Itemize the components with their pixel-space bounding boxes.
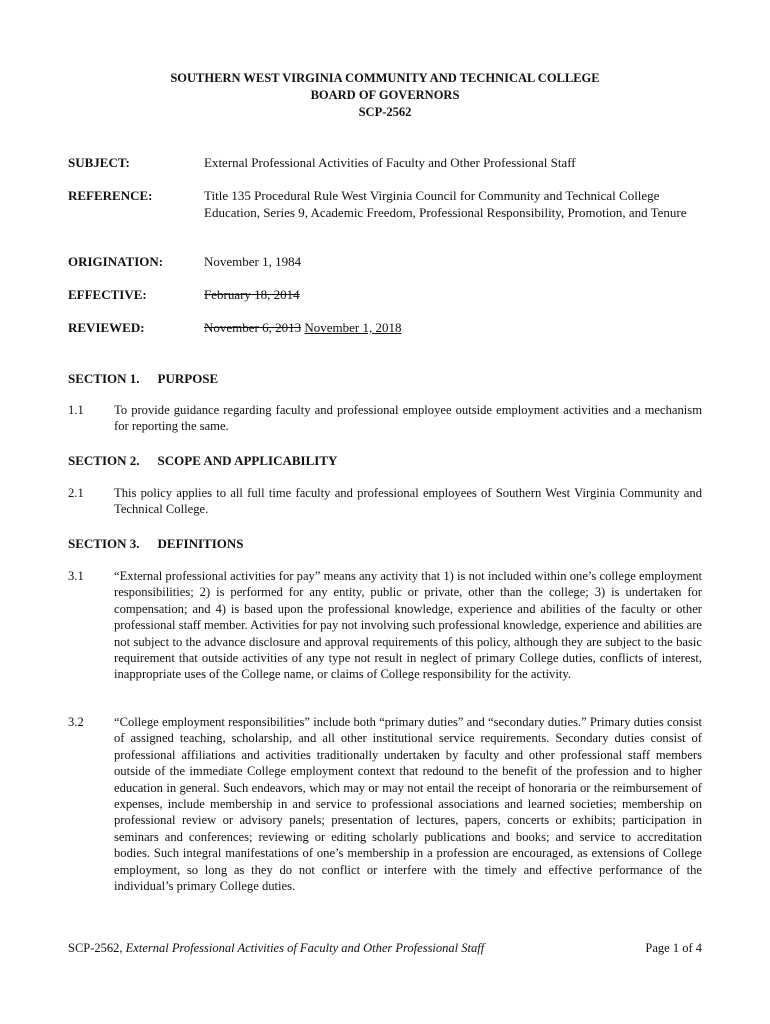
paragraph-text: “External professional activities for pay” means any activity that 1) is not included within one’s college employment responsibilities; 2) is performed for any entity, public or private, other than the college; 3) is undertaken for compensation; and 4) is based upon the professional knowledge, experience and abilities of the faculty or other professional staff member. Activities for pay not involving such professional knowledge, experience and abilities are not subject to the advance disclosure and approval requirements of this policy, although they are subject to the basic requirement that outside activities of any type not result in neglect of primary College duties, conflicts of interest, inappropriate uses of the College name, or claims of College responsibility for the activity. xyxy=(114,569,703,682)
reference-value: Title 135 Procedural Rule West Virginia Council for Community and Technical College Education, Series 9, Academic Freedom, Professional Responsibility, Promotion, and Tenure xyxy=(204,188,687,220)
reviewed-date-struck: November 6, 2013 xyxy=(204,320,302,335)
effective-label: EFFECTIVE: xyxy=(68,287,147,302)
section-number: SECTION 2. xyxy=(68,453,140,468)
subject-value: External Professional Activities of Faculty and Other Professional Staff xyxy=(204,155,576,170)
page-number: Page 1 of 4 xyxy=(645,941,702,955)
board-name: BOARD OF GOVERNORS xyxy=(310,88,460,102)
section-number: SECTION 3. xyxy=(68,536,140,551)
section-3-heading xyxy=(68,535,244,552)
origination-value: November 1, 1984 xyxy=(204,254,302,269)
paragraph-number: 3.2 xyxy=(68,715,84,729)
reviewed-value xyxy=(204,319,704,336)
section-1-heading xyxy=(68,370,218,387)
footer-title: External Professional Activities of Faculty and Other Professional Staff xyxy=(125,941,485,955)
paragraph-text: “College employment responsibilities” include both “primary duties” and “secondary duties.” Primary duties consist of assigned teaching, scholarship, and all other institutional service requirements. Secondary duties consist of professional affiliations and activities traditionally undertaken by faculty and other professional staff members outside of the immediate College employment context that redound to the benefit of the profession and to higher education in general. Such endeavors, which may or may not entail the receipt of honoraria or the reimbursement of expenses, include membership in and service to professional associations and learned societies; membership on professional review or advisory panels; presentation of lectures, papers, concerts or exhibits; participation in seminars and conferences; reviewing or editing scholarly publications and books; and service to accreditation bodies. Such integral manifestations of one’s membership in a profession are encouraged, as extensions of College employment, so long as they do not conflict or interfere with the timely and effective performance of the individual’s primary College duties. xyxy=(114,715,702,894)
policy-number: SCP-2562 xyxy=(358,105,412,119)
paragraph-text: This policy applies to all full time faculty and professional employees of Southern West Virginia Community and Technical College. xyxy=(114,486,702,517)
paragraph-number: 3.1 xyxy=(68,569,84,583)
paragraph-text: To provide guidance regarding faculty and professional employee outside employment activities and a mechanism for reporting the same. xyxy=(114,403,702,434)
subject-label: SUBJECT: xyxy=(68,155,130,170)
section-2-heading xyxy=(68,452,337,469)
origination-label: ORIGINATION: xyxy=(68,254,164,269)
paragraph-number: 2.1 xyxy=(68,486,84,500)
reference-label: REFERENCE: xyxy=(68,188,153,203)
section-title: PURPOSE xyxy=(157,371,219,386)
paragraph-number: 1.1 xyxy=(68,403,84,417)
section-title: DEFINITIONS xyxy=(157,536,244,551)
reviewed-date-new: November 1, 2018 xyxy=(304,320,402,335)
college-name: SOUTHERN WEST VIRGINIA COMMUNITY AND TECHNICAL COLLEGE xyxy=(170,71,600,85)
section-title: SCOPE AND APPLICABILITY xyxy=(157,453,338,468)
section-number: SECTION 1. xyxy=(68,371,140,386)
document-header xyxy=(0,70,770,121)
reviewed-label: REVIEWED: xyxy=(68,320,145,335)
effective-value xyxy=(204,286,704,303)
footer-policy-title xyxy=(68,940,484,956)
effective-date-struck: February 18, 2014 xyxy=(204,287,300,302)
footer-code: SCP-2562, xyxy=(68,941,126,955)
